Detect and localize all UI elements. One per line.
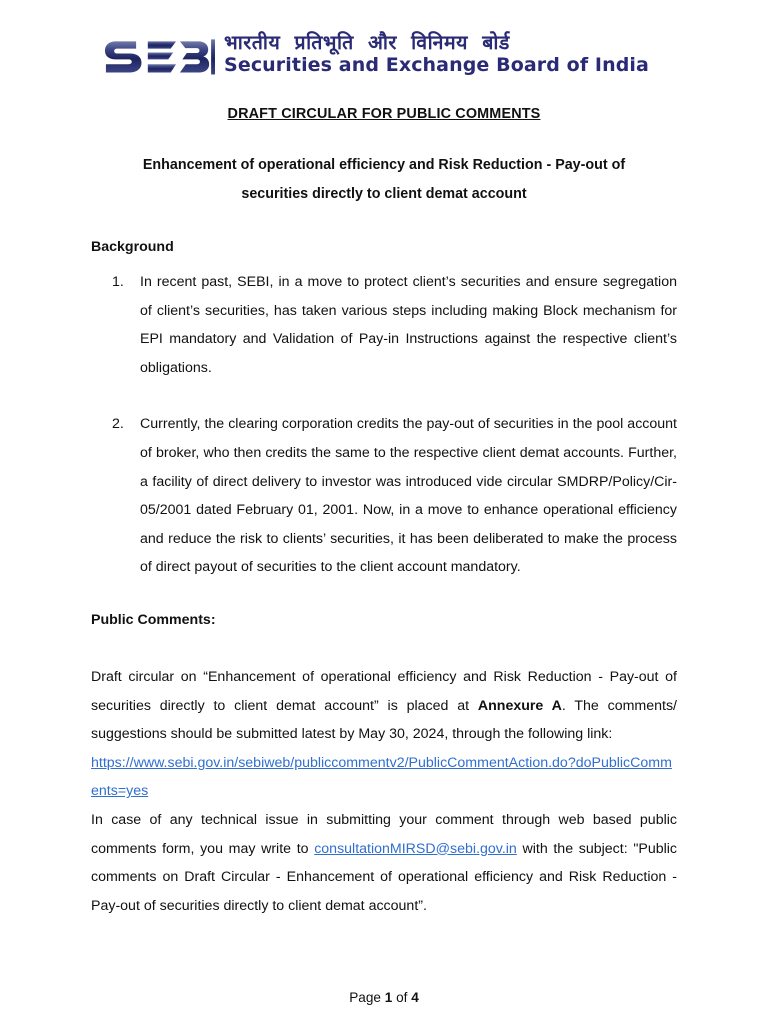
footer-page-total: 4: [411, 990, 419, 1005]
public-comments-intro-paragraph: [91, 663, 677, 749]
technical-issue-paragraph: [91, 806, 677, 920]
public-comment-link-paragraph: [91, 749, 677, 806]
technical-text-part2: with the subject: "Public comments on Draft Circular - Enhancement of operational efficiency and Risk Reduction - Pay-out of securities directly to client demat account”.: [91, 840, 677, 914]
document-subtitle: Enhancement of operational efficiency and Risk Reduction - Pay-out of securities directly to client demat account: [142, 157, 626, 202]
list-item-number: 1.: [112, 274, 124, 290]
sebi-logo-icon: [103, 28, 215, 80]
list-item-number: 2.: [112, 416, 124, 433]
intro-text-part1: Draft circular on “Enhancement of operational efficiency and Risk Reduction - Pay-out of securities directly to client demat account” is placed at: [91, 668, 677, 714]
logo-english-name: Securities and Exchange Board of India: [224, 53, 649, 76]
footer-page-number: 1: [384, 990, 393, 1005]
annexure-reference: Annexure A: [477, 697, 562, 714]
footer-page-middle: of: [392, 990, 412, 1005]
consultation-email-link[interactable]: consultationMIRSD@sebi.gov.in: [314, 840, 517, 857]
logo-hindi-name: भारतीय प्रतिभूति और विनिमय बोर्ड: [224, 31, 510, 55]
public-comment-link[interactable]: https://www.sebi.gov.in/sebiweb/publiccommentv2/PublicCommentAction.do?doPublicComments=yes: [91, 754, 672, 800]
technical-text-part1: In case of any technical issue in submitting your comment through web based public comments form, you may write to: [91, 811, 677, 857]
list-item: [91, 268, 677, 382]
background-heading: Background: [91, 239, 174, 255]
list-item: [91, 410, 677, 582]
public-comments-heading: Public Comments:: [91, 611, 216, 628]
logo-inner: [103, 28, 649, 80]
document-title: DRAFT CIRCULAR FOR PUBLIC COMMENTS: [227, 106, 541, 122]
footer-page-prefix: Page: [349, 990, 385, 1005]
page-footer: [0, 990, 768, 1005]
list-item-text: In recent past, SEBI, in a move to protect client’s securities and ensure segregation of client’s securities, has taken various steps including making Block mechanism for EPI mandatory and Validation of Pay-in Instructions against the respective client’s obligations.: [140, 274, 677, 376]
background-list: [91, 268, 677, 582]
logo-wordmark: [224, 33, 649, 75]
intro-text-part2: . The comments/ suggestions should be submitted latest by May 30, 2024, through the following link:: [91, 697, 677, 743]
list-item-text: Currently, the clearing corporation credits the pay-out of securities in the pool account of broker, who then credits the same to the respective client demat accounts. Further, a facility of direct delivery to investor was introduced vide circular SMDRP/Policy/Cir-05/2001 dated February 01, 2001. Now, in a move to enhance operational efficiency and reduce the risk to clients’ securities, it has been deliberated to make the process of direct payout of securities to the client account mandatory.: [140, 416, 677, 576]
sebi-logo-header: [91, 0, 677, 80]
